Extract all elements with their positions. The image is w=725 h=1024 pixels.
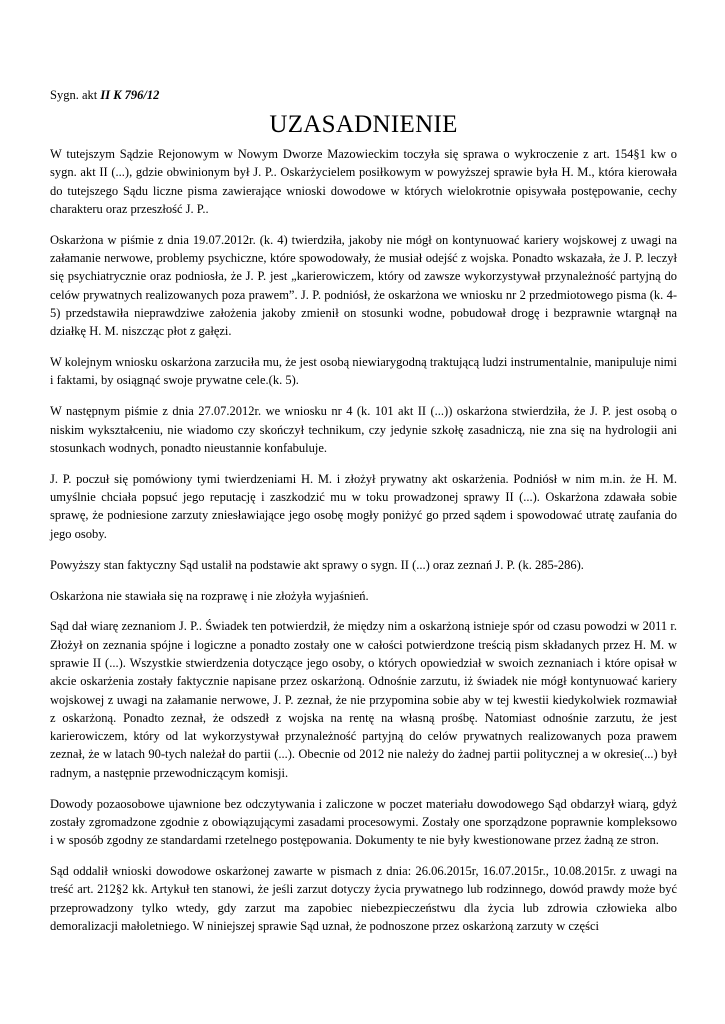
paragraph-2: Oskarżona w piśmie z dnia 19.07.2012r. (k. 4) twierdziła, jakoby nie mógł on kontynuować kariery wojskowej z uwagi na załamanie nerwowe, problemy psychiczne, które spowodowały, że musiał odejść z wojska. Ponadto wskazała, że J. P. leczył się psychiatrycznie oraz podniosła, że J. P. jest „karierowiczem, który od zawsze wykorzystywał przynależność partyjną do celów prywatnych realizowanych poza prawem”. J. P. podniósł, że oskarżona we wniosku nr 2 przedmiotowego pisma (k. 4-5) przedstawiła nieprawdziwe założenia jakoby zmienił on stosunki wodne, pobudował drogę i bezprawnie wtargnął na działkę H. M. niszcząc płot z gałęzi.: [50, 232, 677, 339]
paragraph-7: Oskarżona nie stawiała się na rozprawę i nie złożyła wyjaśnień.: [50, 588, 369, 603]
paragraph-9: Dowody pozaosobowe ujawnione bez odczytywania i zaliczone w poczet materiału dowodowego Sąd obdarzył wiarą, gdyż zostały zgromadzone zgodnie z obowiązującymi zasadami procesowymi. Zostały one sporządzone poprawnie kompleksowo i w sposób zgodny ze standardami rzetelnego postępowania. Dokumenty te nie były kwestionowane przez żadną ze stron.: [50, 796, 677, 848]
paragraph-10: Sąd oddalił wnioski dowodowe oskarżonej zawarte w pismach z dnia: 26.06.2015r, 16.07.2015r., 10.08.2015r. z uwagi na treść art. 212§2 kk. Artykuł ten stanowi, że jeśli zarzut dotyczy życia prywatnego lub rodzinnego, dowód prawdy może być przeprowadzony tylko wtedy, gdy zarzut ma zapobiec niebezpieczeństwu dla życia lub zdrowia człowieka albo demoralizacji małoletniego. W niniejszej sprawie Sąd uznał, że podnoszone przez oskarżoną zarzuty w części: [50, 864, 677, 934]
case-number-prefix: Sygn. akt: [50, 88, 101, 102]
paragraph-3: W kolejnym wniosku oskarżona zarzuciła mu, że jest osobą niewiarygodną traktującą ludzi instrumentalnie, manipuluje nimi i faktami, by osiągnąć swoje prywatne cele.(k. 5).: [50, 355, 677, 388]
document-page: [50, 86, 677, 948]
paragraph-1: W tutejszym Sądzie Rejonowym w Nowym Dworze Mazowieckim toczyła się sprawa o wykroczenie z art. 154§1 kw o sygn. akt II (...), gdzie obwinionym był J. P.. Oskarżycielem posiłkowym w powyższej sprawie była H. M., która kierowała do tutejszego Sądu liczne pisma zawierające wnioski dowodowe w których wielokrotnie opisywała postępowanie, cechy charakteru oraz przeszłość J. P..: [50, 147, 677, 216]
document-title: UZASADNIENIE: [269, 111, 458, 138]
case-signature: II K 796/12: [100, 88, 160, 102]
case-number: [50, 86, 677, 104]
paragraph-6: Powyższy stan faktyczny Sąd ustalił na podstawie akt sprawy o sygn. II (...) oraz zeznań J. P. (k. 285-286).: [50, 557, 584, 572]
paragraph-8: Sąd dał wiarę zeznaniom J. P.. Świadek ten potwierdził, że między nim a oskarżoną istnieje spór od czasu powodzi w 2011 r. Złożył on zeznania spójne i logiczne a ponadto zostały one w całości potwierdzone treścią pism składanych przez H. M. w sprawie II (...). Wszystkie stwierdzenia dotyczące jego osoby, o których opowiedział w swoich zeznaniach i które opisał w akcie oskarżenia zostały faktycznie napisane przez oskarżoną. Odnośnie zarzutu, iż świadek nie mógł kontynuować kariery wojskowej z uwagi na załamanie nerwowe, J. P. zeznał, że nie przypomina sobie aby w tej kwestii kiedykolwiek rozmawiał z oskarżoną. Ponadto zeznał, że odszedł z wojska na rentę na własną prośbę. Natomiast odnośnie zarzutu, że jest karierowiczem, który od lat wykorzystywał przynależność partyjną do celów prywatnych realizowanych poza prawem zeznał, że w latach 90-tych należał do partii (...). Obecnie od 2012 nie należy do żadnej partii politycznej a w okresie(...) był radnym, a następnie przewodniczącym komisji.: [50, 619, 677, 780]
paragraph-5: J. P. poczuł się pomówiony tymi twierdzeniami H. M. i złożył prywatny akt oskarżenia. Podniósł w nim m.in. że H. M. umyślnie chciała popsuć jego reputację i zaszkodzić mu w toku prowadzonej sprawy II (...). Oskarżona zdawała sobie sprawę, że podniesione zarzuty zniesławiające jego osobę mogły poniżyć go przed sądem i spowodować utratę zaufania do jego osoby.: [50, 471, 677, 541]
paragraph-4: W następnym piśmie z dnia 27.07.2012r. we wniosku nr 4 (k. 101 akt II (...)) oskarżona stwierdziła, że J. P. jest osobą o niskim wykształceniu, nie wiadomo czy skończył technikum, czy jedynie szkołę zasadniczą, nie zna się na hydrologii ani stosunkach wodnych, ponadto nieustannie konfabuluje.: [50, 404, 677, 455]
